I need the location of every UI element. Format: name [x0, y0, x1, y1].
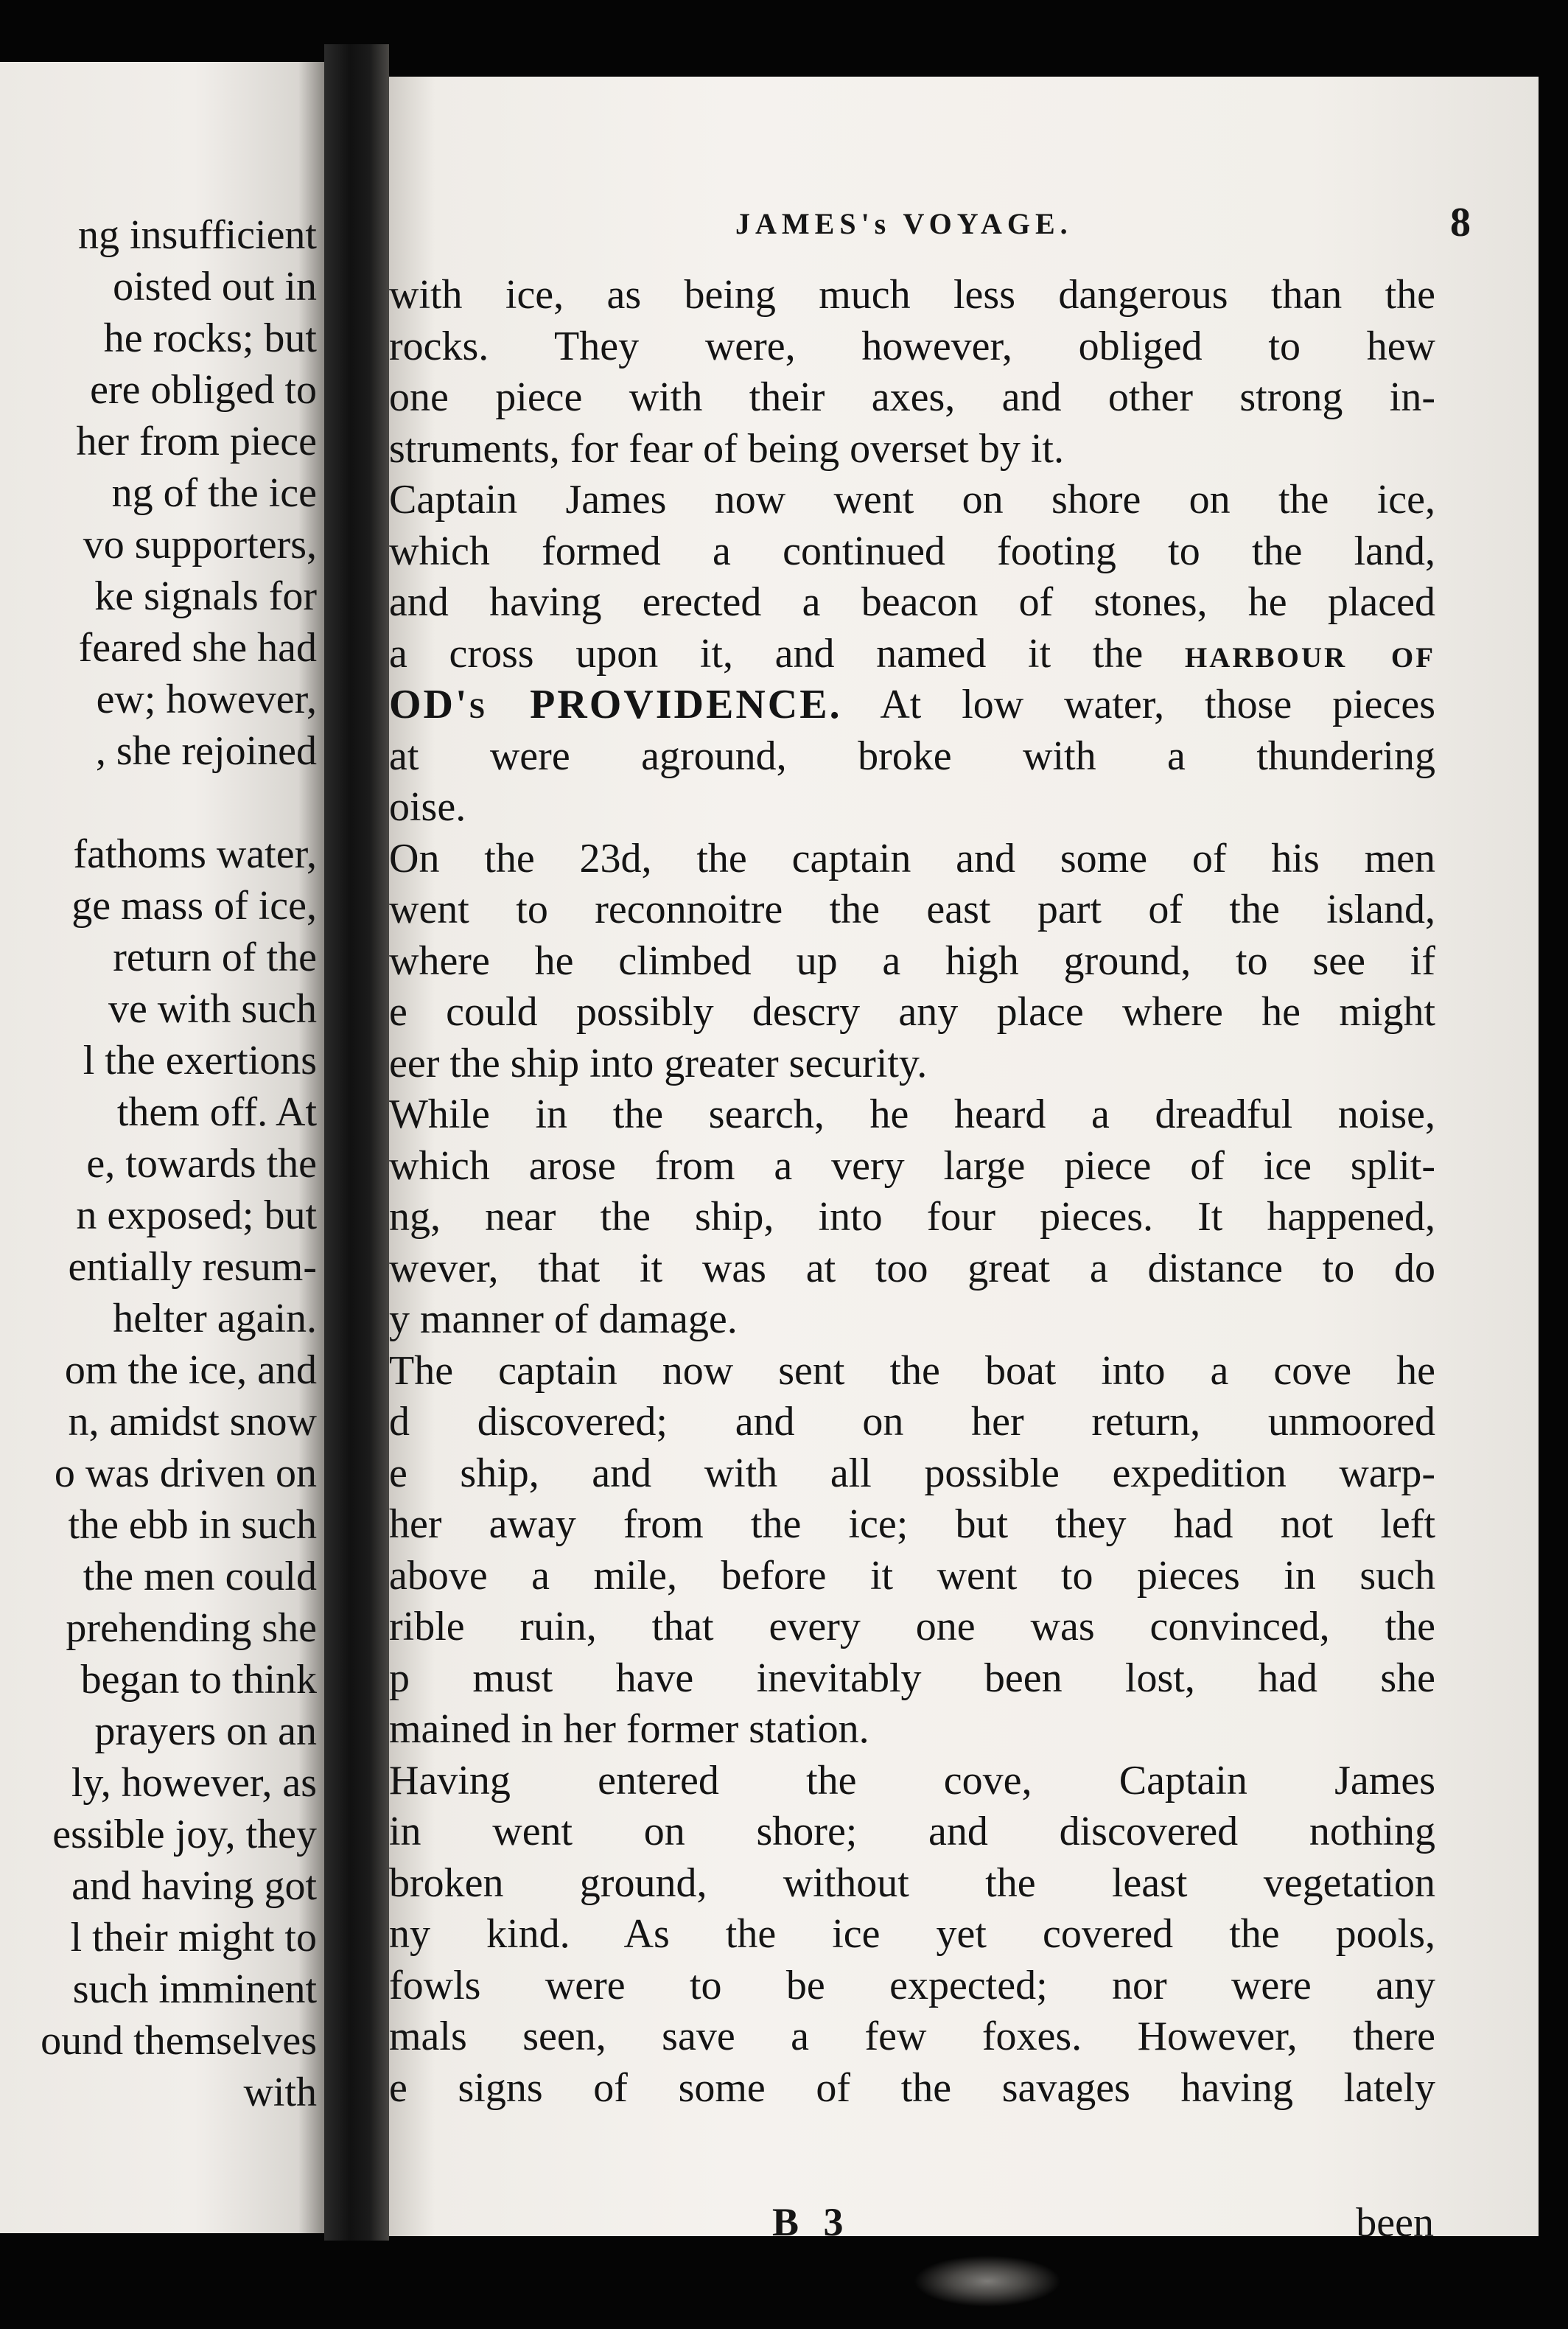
- smallcaps-segment: harbour of: [1184, 630, 1435, 677]
- text-line: fathoms water,: [73, 831, 317, 877]
- text-line: n, amidst snow: [68, 1399, 317, 1445]
- text-line: rocks. They were, however, obliged to hew: [389, 323, 1435, 369]
- text-line: ere obliged to: [90, 367, 317, 413]
- text-line: her from piece: [76, 419, 317, 464]
- text-line: the men could: [83, 1554, 317, 1599]
- text-line: her away from the ice; but they had not left: [389, 1501, 1435, 1547]
- page-footer: [389, 2199, 1539, 2236]
- text-line: the ebb in such: [68, 1502, 317, 1548]
- text-line: While in the search, he heard a dreadful noise,: [389, 1092, 1435, 1137]
- smallcaps-segment: OD's PROVIDENCE.: [389, 682, 842, 727]
- text-line: he rocks; but: [103, 315, 317, 361]
- text-line: ound themselves: [41, 2018, 317, 2064]
- text-line: [41, 777, 317, 828]
- text-line: in went on shore; and discovered nothing: [389, 1809, 1435, 1854]
- text-line: o was driven on: [54, 1450, 317, 1496]
- text-line: mals seen, save a few foxes. However, there: [389, 2014, 1435, 2059]
- text-line: ng of the ice: [111, 470, 317, 516]
- text-line: ly, however, as: [71, 1760, 317, 1806]
- text-line: ng, near the ship, into four pieces. It happened,: [389, 1194, 1435, 1240]
- running-head: [389, 200, 1539, 265]
- text-line: ge mass of ice,: [71, 883, 317, 929]
- text-line: On the 23d, the captain and some of his men: [389, 835, 1435, 881]
- text-line: prayers on an: [94, 1708, 317, 1754]
- catchword: been: [1356, 2200, 1434, 2236]
- text-line: vo supporters,: [83, 522, 317, 568]
- text-line: rible ruin, that every one was convinced, the: [389, 1604, 1435, 1649]
- left-page: [0, 62, 324, 2233]
- text-line: struments, for fear of being overset by it.: [389, 425, 1064, 472]
- text-line: d discovered; and on her return, unmoored: [389, 1399, 1435, 1445]
- left-page-text: [41, 209, 317, 2118]
- text-line: such imminent: [72, 1966, 317, 2012]
- right-page: [389, 77, 1539, 2236]
- scan-smudge: [914, 2255, 1061, 2307]
- text-line: e, towards the: [86, 1141, 317, 1187]
- text-line: Captain James now went on shore on the ice,: [389, 477, 1435, 523]
- text-line: above a mile, before it went to pieces in such: [389, 1552, 1435, 1599]
- running-head-title: JAMES's VOYAGE.: [735, 207, 1073, 240]
- text-line: ny kind. As the ice yet covered the pools,: [389, 1911, 1435, 1957]
- text-line: with ice, as being much less dangerous than the: [389, 272, 1435, 318]
- text-line: , she rejoined: [95, 728, 317, 774]
- text-line: at were aground, broke with a thundering: [389, 733, 1435, 779]
- text-line: eer the ship into greater security.: [389, 1040, 928, 1086]
- text-line: n exposed; but: [76, 1193, 317, 1238]
- text-line: broken ground, without the least vegetation: [389, 1860, 1435, 1906]
- text-line: e ship, and with all possible expedition warp-: [389, 1450, 1435, 1496]
- text-line: and having erected a beacon of stones, he placed: [389, 579, 1435, 625]
- text-line: oisted out in: [113, 264, 317, 310]
- text-line: feared she had: [78, 625, 317, 671]
- text-line: ve with such: [108, 986, 317, 1032]
- text-line: them off. At: [116, 1089, 317, 1135]
- text-line: p must have inevitably been lost, had she: [389, 1655, 1435, 1701]
- text-line: l the exertions: [83, 1038, 317, 1083]
- text-line: fowls were to be expected; nor were any: [389, 1962, 1435, 2008]
- text-line: ng insufficient: [77, 212, 317, 258]
- text-line: where he climbed up a high ground, to see if: [389, 937, 1435, 984]
- text-line: mained in her former station.: [389, 1706, 869, 1752]
- page-number: 8: [1450, 200, 1471, 245]
- text-line: The captain now sent the boat into a cove he: [389, 1347, 1435, 1394]
- text-line: [389, 629, 1435, 680]
- catchword-left: with: [243, 2070, 317, 2115]
- text-segment: At low water, those pieces: [880, 682, 1435, 727]
- text-line: which formed a continued footing to the land,: [389, 528, 1435, 574]
- text-line: ew; however,: [96, 677, 317, 722]
- text-line: y manner of damage.: [389, 1296, 738, 1342]
- text-line: [389, 680, 1435, 731]
- text-line: essible joy, they: [52, 1812, 317, 1857]
- text-line: helter again.: [113, 1296, 317, 1341]
- signature-mark: B 3: [772, 2200, 851, 2236]
- text-line: Having entered the cove, Captain James: [389, 1757, 1435, 1804]
- text-line: om the ice, and: [64, 1347, 317, 1393]
- text-line: and having got: [71, 1863, 317, 1909]
- book-gutter: [324, 44, 389, 2241]
- text-line: began to think: [80, 1657, 317, 1703]
- text-segment: a cross upon it, and named it the: [389, 630, 1144, 677]
- text-line: ke signals for: [94, 573, 317, 619]
- text-line: e signs of some of the savages having lately: [389, 2064, 1435, 2111]
- text-line: oise.: [389, 784, 466, 830]
- text-line: which arose from a very large piece of ice split-: [389, 1142, 1435, 1189]
- text-line: return of the: [113, 935, 317, 980]
- text-line: one piece with their axes, and other strong in-: [389, 374, 1435, 420]
- text-line: e could possibly descry any place where he might: [389, 989, 1435, 1035]
- text-line: prehending she: [66, 1605, 317, 1651]
- text-line: entially resum-: [68, 1244, 317, 1290]
- body-text: [389, 270, 1435, 2114]
- text-line: went to reconnoitre the east part of the island,: [389, 887, 1435, 932]
- text-line: l their might to: [70, 1915, 317, 1960]
- text-line: wever, that it was at too great a distance to do: [389, 1245, 1435, 1291]
